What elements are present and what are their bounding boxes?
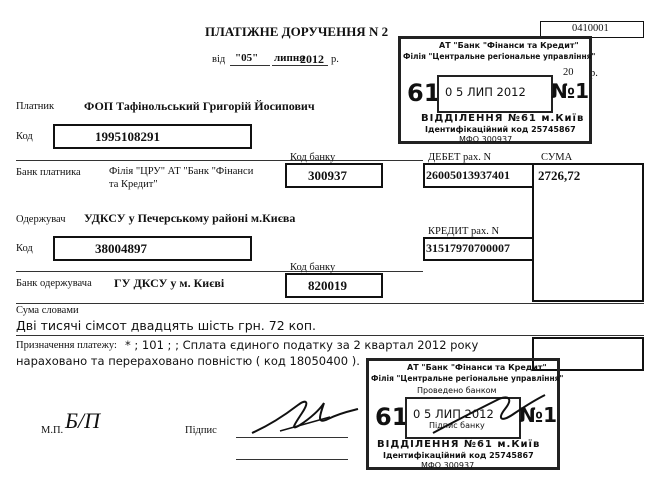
signature [250,395,360,440]
recipient-bank-label: Банк одержувача [16,278,92,289]
stamp-bottom-signature [429,389,549,439]
debit-account: 26005013937401 [426,168,510,182]
date-day: "05" [235,52,259,64]
received-year: 20 [563,67,574,78]
form-code: 0410001 [572,23,609,34]
bank-stamp-bottom [366,358,564,470]
sum-label: СУМА [541,152,573,163]
credit-account: 31517970700007 [426,241,510,255]
recipient-name: УДКСУ у Печерському районі м.Києва [84,211,296,225]
bank-stamp-top [398,36,596,144]
mp-label: М.П. [41,425,64,436]
payer-label: Платник [16,101,55,112]
payer-bank-name-1: Філія "ЦРУ" АТ "Банк "Фінанси [109,166,254,177]
mp-mark: Б/П [65,408,100,433]
stamp-top-bank: АТ "Банк "Фінанси та Кредит" [439,41,579,50]
stamp-bottom-no: №1 [519,403,557,427]
recipient-bank-name: ГУ ДКСУ у м. Києві [114,276,225,290]
payer-bank-label: Банк платника [16,167,81,178]
processed-label: Проведено банком [417,386,497,395]
recipient-code-label: Код [16,243,33,254]
recipient-bank-code: 820019 [308,278,347,293]
recipient-code: 38004897 [95,241,147,256]
payer-code: 1995108291 [95,129,160,144]
purpose-label: Призначення платежу: [16,340,117,351]
sign-label: Підпис [185,425,217,436]
stamp-top-no: №1 [551,79,589,103]
stamp-bottom-dept: ВІДДІЛЕННЯ №61 м.Київ [377,439,541,450]
stamp-top-mfo: МФО 300937 [459,135,513,144]
stamp-top-dept: ВІДДІЛЕННЯ №61 м.Київ [421,113,585,124]
payer-bank-code: 300937 [308,168,347,183]
stamp-bottom-mfo: МФО 300937 [421,461,475,470]
stamp-top-num: 61 [407,79,441,107]
stamp-bottom-bank: АТ "Банк "Фінанси та Кредит" [407,363,547,372]
received-r: р. [590,68,598,79]
debit-label: ДЕБЕТ рах. N [428,152,492,163]
payer-bank-name-2: та Кредит" [109,179,158,190]
stamp-bottom-id: Ідентифікаційний код 25745867 [383,451,534,460]
recipient-code-box [53,236,252,261]
sum-words-value: Дві тисячі сімсот двадцять шість грн. 72 коп. [16,318,316,333]
date-month: липня [274,52,306,64]
date-year: 2012 [300,52,324,66]
document-title: ПЛАТІЖНЕ ДОРУЧЕННЯ N 2 [205,24,389,39]
date-suffix: р. [331,54,339,65]
stamp-bottom-num: 61 [375,403,409,431]
stamp-top-date: 0 5 ЛИП 2012 [445,85,526,99]
date-prefix: від [212,54,226,65]
credit-label: КРЕДИТ рах. N [428,226,500,237]
bank-sign-label: Підпис банку [429,421,485,430]
sum-value: 2726,72 [538,168,581,183]
payer-bank-code-label: Код банку [290,152,336,163]
stamp-top-branch: Філія "Центральне регіональне управління" [403,52,596,61]
recipient-label: Одержувач [16,214,66,225]
payer-code-label: Код [16,131,33,142]
sum-words-label: Сума словами [16,305,79,316]
recipient-bank-code-label: Код банку [290,262,336,273]
stamp-bottom-branch: Філія "Центральне регіональне управління" [371,374,564,383]
purpose-line-2: нараховано та перераховано повністю ( код 18050400 ). [16,354,360,368]
payer-name: ФОП Тафінольський Григорій Йосипович [84,99,315,113]
stamp-top-id: Ідентифікаційний код 25745867 [425,125,576,134]
purpose-line-1: * ; 101 ; ; Сплата єдиного податку за 2 квартал 2012 року [125,338,479,352]
stamp-bottom-date: 0 5 ЛИП 2012 [413,407,494,421]
